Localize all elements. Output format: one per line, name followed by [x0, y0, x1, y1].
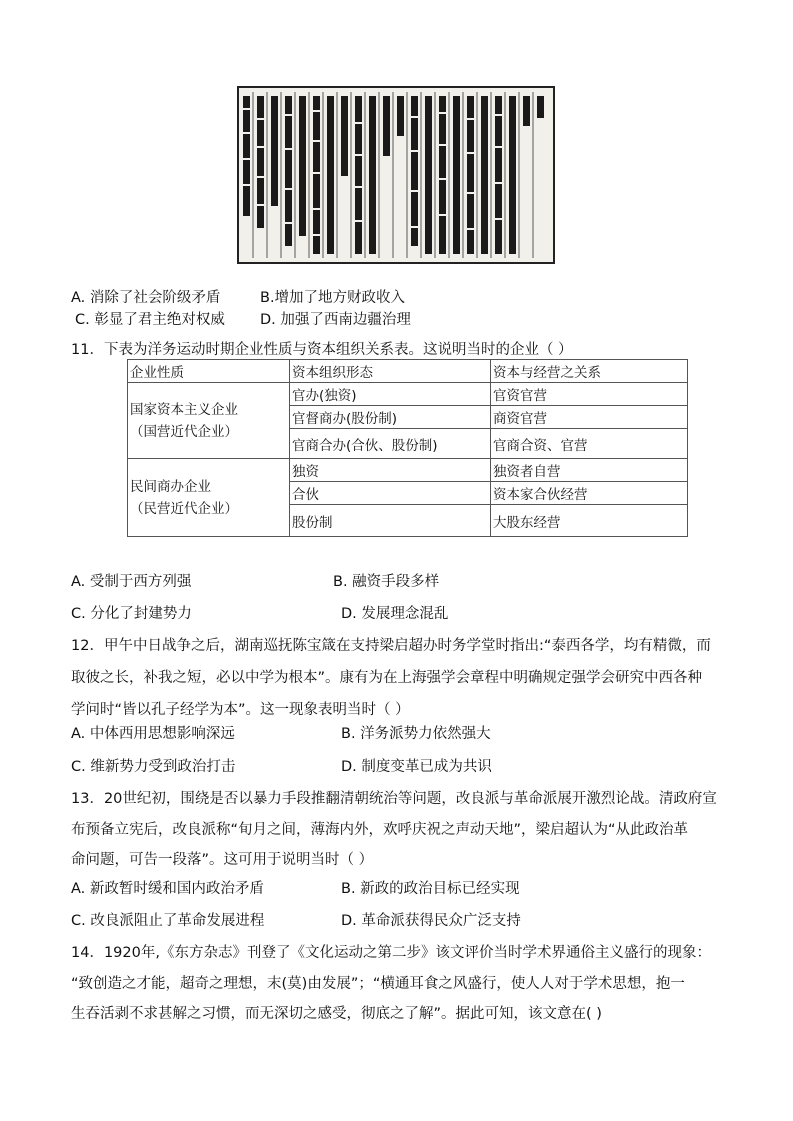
header-capital-form: 资本组织形态: [290, 360, 491, 383]
q10-option-b[interactable]: B.增加了地方财政收入: [260, 290, 406, 306]
q13-option-b[interactable]: B. 新政的政治目标已经实现: [341, 881, 520, 897]
nature-private-enterprise: [128, 459, 290, 537]
q14-stem-line-1: 14．1920年,《东方杂志》刊登了《文化运动之第二步》该文评价当时学术界通俗主义盛行的现象：: [71, 945, 711, 961]
q12-option-d[interactable]: D. 制度变革已成为共识: [341, 759, 492, 775]
table-header-row: [128, 360, 688, 383]
q14-stem-line-2: “致创造之才能，超奇之理想，末(莫)由发展”；“横通耳食之风盛行，使人人对于学术思想，抱一: [71, 976, 685, 992]
q11-option-a[interactable]: A. 受制于西方列强: [71, 574, 192, 590]
q13-stem-line-2: 布预备立宪后，改良派称“旬月之间，薄海内外，欢呼庆祝之声动天地”，梁启超认为“从此政治革: [71, 822, 689, 838]
q12-option-a[interactable]: A. 中体西用思想影响深远: [71, 726, 235, 742]
q13-option-c[interactable]: C. 改良派阻止了革命发展进程: [71, 913, 265, 929]
q12-stem-line-2: 取彼之长，补我之短，必以中学为根本”。康有为在上海强学会章程中明确规定强学会研究中西各种: [71, 670, 703, 686]
table-cell: 官商合资、官营: [491, 429, 688, 459]
table-cell: 合伙: [290, 482, 491, 505]
table-row: [128, 459, 688, 482]
table-cell: 大股东经营: [491, 505, 688, 537]
vertical-text-columns: [239, 88, 553, 262]
header-nature: 企业性质: [128, 360, 290, 383]
q12-option-b[interactable]: B. 洋务派势力依然强大: [341, 726, 491, 742]
table-cell: 资本家合伙经营: [491, 482, 688, 505]
nature-sublabel: （国营近代企业）: [130, 423, 238, 440]
q11-option-d[interactable]: D. 发展理念混乱: [341, 606, 449, 622]
nature-label: 民间商办企业: [130, 478, 211, 495]
nature-state-enterprise: [128, 383, 290, 459]
q11-stem: 11．下表为洋务运动时期企业性质与资本组织关系表。这说明当时的企业（ ）: [71, 342, 573, 358]
q13-option-d[interactable]: D. 革命派获得民众广泛支持: [341, 913, 521, 929]
table-cell: 官督商办(股份制): [290, 406, 491, 429]
table-cell: 官办(独资): [290, 383, 491, 406]
nature-sublabel: （民营近代企业）: [130, 500, 238, 517]
table-cell: 商资官营: [491, 406, 688, 429]
q10-option-c[interactable]: C. 彰显了君主绝对权威: [75, 312, 225, 328]
table-cell: 股份制: [290, 505, 491, 537]
table-cell: 独资者自营: [491, 459, 688, 482]
q10-option-d[interactable]: D. 加强了西南边疆治理: [260, 312, 411, 328]
q12-stem-line-1: 12．甲午中日战争之后，湖南巡抚陈宝箴在支持梁启超办时务学堂时指出:“泰西各学，均有精微，而: [71, 638, 711, 654]
header-capital-management: 资本与经营之关系: [491, 360, 688, 383]
table-row: [128, 383, 688, 406]
table-cell: 独资: [290, 459, 491, 482]
enterprise-capital-table: [127, 359, 688, 537]
q13-option-a[interactable]: A. 新政暂时缓和国内政治矛盾: [71, 881, 264, 897]
q10-option-a[interactable]: A. 消除了社会阶级矛盾: [71, 290, 221, 306]
q13-stem-line-3: 命问题，可告一段落”。这可用于说明当时（ ）: [71, 852, 374, 868]
q13-stem-line-1: 13．20世纪初，围绕是否以暴力手段推翻清朝统治等问题，改良派与革命派展开激烈论战。清政府宣: [71, 791, 717, 807]
q14-stem-line-3: 生吞活剥不求甚解之习惯，而无深切之感受，彻底之了解”。据此可知，该文意在( ): [71, 1006, 602, 1022]
historical-document-scan: [237, 86, 555, 264]
nature-label: 国家资本主义企业: [130, 401, 238, 418]
table-cell: 官商合办(合伙、股份制): [290, 429, 491, 459]
q11-option-b[interactable]: B. 融资手段多样: [333, 574, 440, 590]
q11-option-c[interactable]: C. 分化了封建势力: [71, 606, 192, 622]
q12-stem-line-3: 学问时“皆以孔子经学为本”。这一现象表明当时（ ）: [71, 702, 410, 718]
q12-option-c[interactable]: C. 维新势力受到政治打击: [71, 759, 236, 775]
table-cell: 官资官营: [491, 383, 688, 406]
